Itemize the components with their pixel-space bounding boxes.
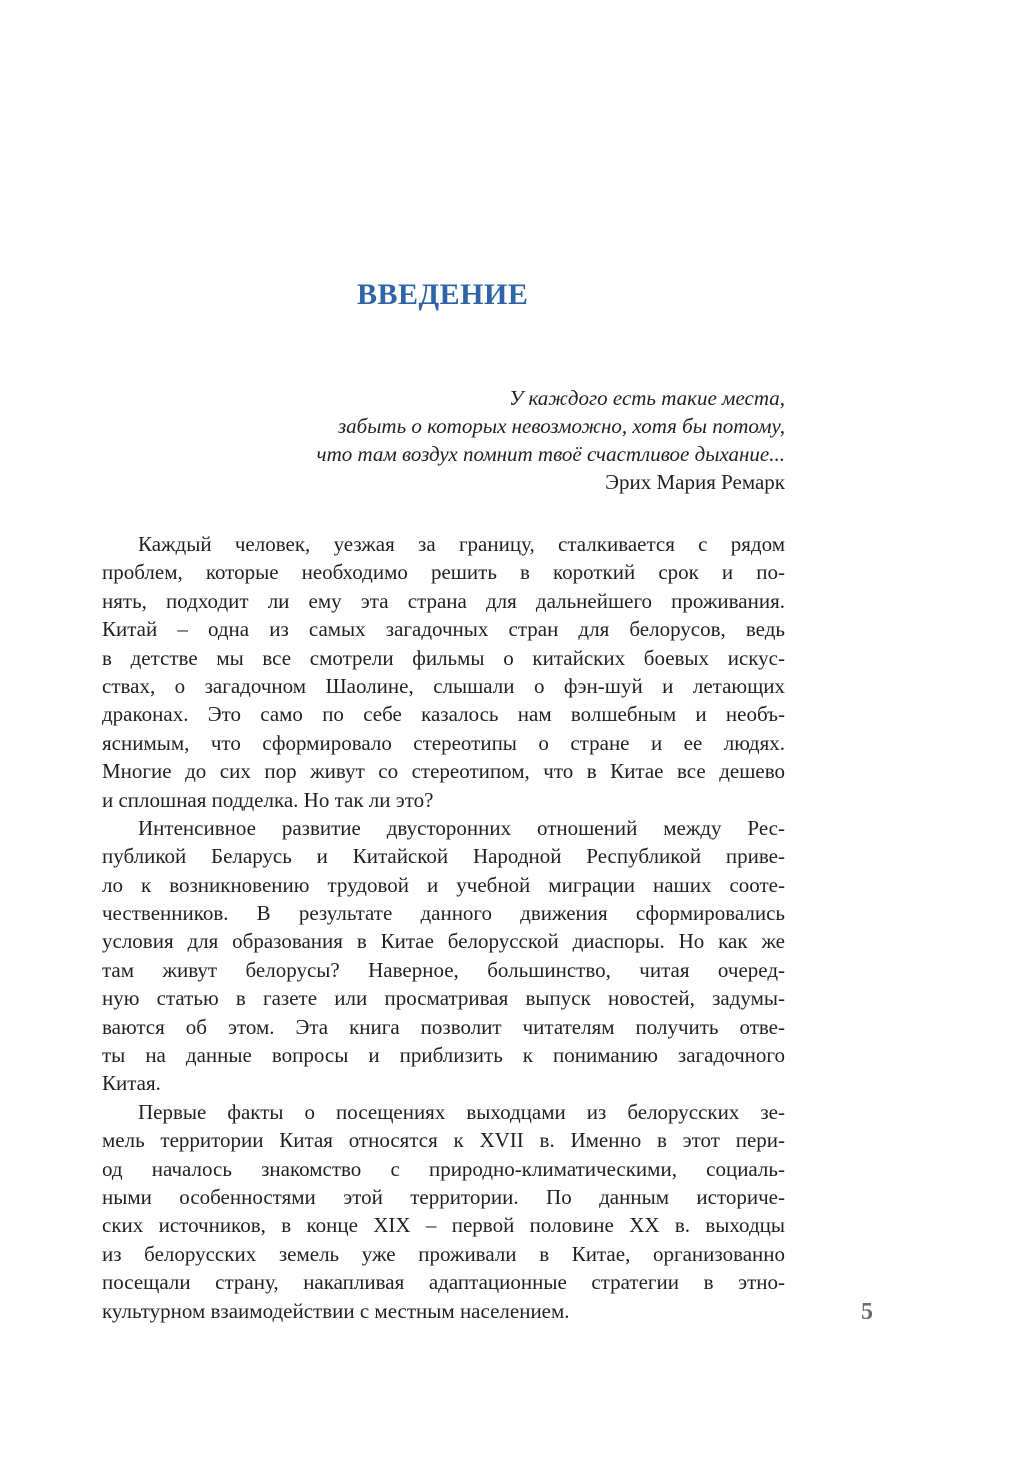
paragraph-line: в детстве мы все смотрели фильмы о китайских боевых искус- (102, 645, 785, 670)
paragraph-line: из белорусских земель уже проживали в Китае, организованно (102, 1241, 785, 1266)
paragraph-line: ваются об этом. Эта книга позволит читателям получить отве- (102, 1014, 785, 1039)
body-text (102, 530, 785, 1325)
paragraph-line: од началось знакомство с природно-климатическими, социаль- (102, 1156, 785, 1181)
paragraph-line: нять, подходит ли ему эта страна для дальнейшего проживания. (102, 588, 785, 613)
paragraph-line: Первые факты о посещениях выходцами из белорусских зе- (138, 1099, 785, 1124)
paragraph-line: там живут белорусы? Наверное, большинство, читая очеред- (102, 957, 785, 982)
paragraph-line: ными особенностями этой территории. По данным историче- (102, 1184, 785, 1209)
paragraph-line: посещали страну, накапливая адаптационные стратегии в этно- (102, 1270, 785, 1295)
paragraph-line: ло к возникновению трудовой и учебной миграции наших соотe- (102, 872, 785, 897)
paragraph-line: ты на данные вопросы и приблизить к пониманию загадочного (102, 1043, 785, 1068)
epigraph-line: забыть о которых невозможно, хотя бы потому, (337, 414, 785, 438)
paragraph-line: публикой Беларусь и Китайской Народной Республикой приве- (102, 844, 785, 869)
paragraph-line: проблем, которые необходимо решить в короткий срок и по- (102, 560, 785, 585)
epigraph (225, 384, 785, 496)
paragraph-line: чественников. В результате данного движения сформировались (102, 901, 785, 926)
paragraph-line: мель территории Китая относятся к XVII в. Именно в этот пери- (102, 1128, 785, 1153)
paragraph-line: ствах, о загадочном Шаолине, слышали о фэн-шуй и летающих (102, 673, 785, 698)
epigraph-line: что там воздух помнит твоё счастливое дыхание... (316, 442, 785, 466)
paragraph-line: ную статью в газете или просматривая выпуск новостей, задумы- (102, 986, 785, 1011)
page-number: 5 (861, 1299, 873, 1325)
paragraph-line: драконах. Это само по себе казалось нам волшебным и необъ- (102, 702, 785, 727)
paragraph-line: Многие до сих пор живут со стереотипом, что в Китае все дешево (102, 759, 785, 784)
paragraph-line: и сплошная подделка. Но так ли это? (102, 787, 434, 812)
paragraph-line: условия для образования в Китае белорусской диаспоры. Но как же (102, 929, 785, 954)
paragraph-line: ских источников, в конце XIX – первой половине XX в. выходцы (102, 1213, 785, 1238)
paragraph-line: Интенсивное развитие двусторонних отношений между Рес- (138, 815, 785, 840)
epigraph-line: У каждого есть такие места, (509, 386, 785, 410)
paragraph-line: яснимым, что сформировало стереотипы о стране и ее людях. (102, 730, 785, 755)
epigraph-author: Эрих Мария Ремарк (605, 470, 785, 494)
chapter-heading: ВВЕДЕНИЕ (357, 278, 529, 311)
paragraph-line: Китай – одна из самых загадочных стран для белорусов, ведь (102, 617, 785, 642)
paragraph-line: Каждый человек, уезжая за границу, сталкивается с рядом (138, 532, 785, 556)
paragraph-line: культурном взаимодействии с местным населением. (102, 1298, 570, 1323)
paragraph-line: Китая. (102, 1071, 161, 1096)
